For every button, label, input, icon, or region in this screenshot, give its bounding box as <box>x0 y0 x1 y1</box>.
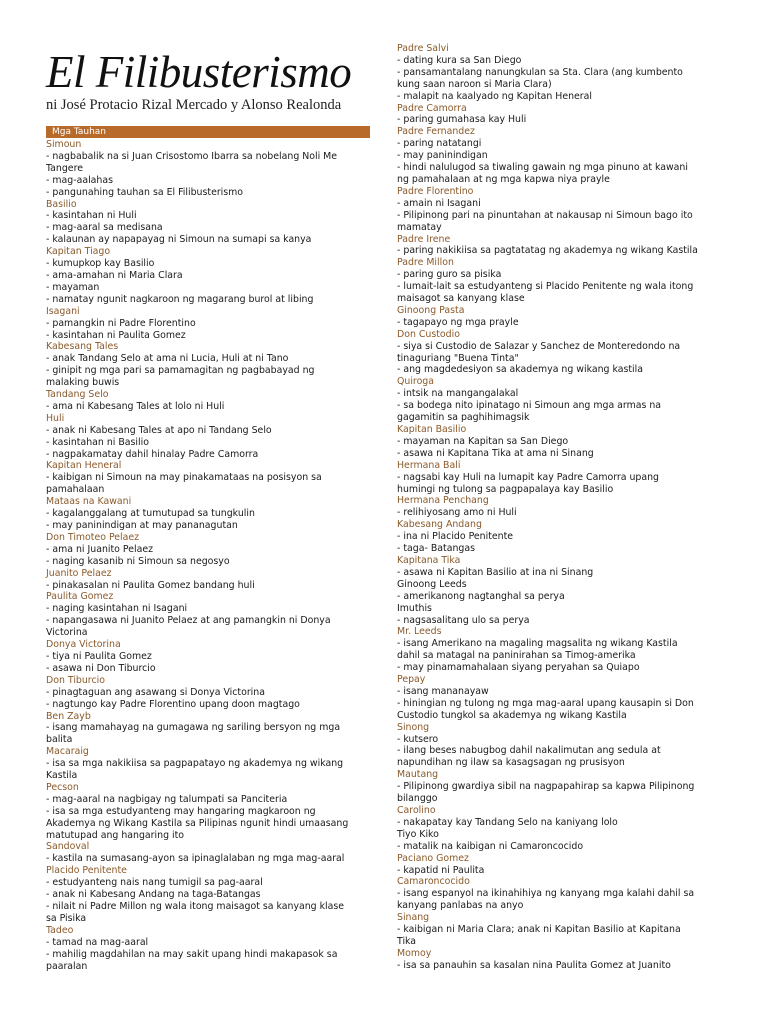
character-description-line: Tiyo Kiko <box>397 828 439 840</box>
character-description-line: paaralan <box>46 960 88 972</box>
character-description-line: ng pamahalaan at ng mga kapwa niya prayle <box>397 173 610 185</box>
document-title: El Filibusterismo <box>46 47 352 97</box>
character-entry <box>397 186 721 234</box>
character-description-line: - paring guro sa pisika <box>397 269 502 281</box>
character-description-line: Tangere <box>46 162 83 174</box>
character-description-line: - ama ni Juanito Pelaez <box>46 543 154 555</box>
character-description-line: tinaguriang "Buena Tinta" <box>397 352 519 364</box>
character-description-line: malaking buwis <box>46 377 120 389</box>
character-entry <box>46 389 370 413</box>
character-name: Isagani <box>46 305 80 317</box>
character-name: Placido Penitente <box>46 865 127 877</box>
character-description-line: - nagsasalitang ulo sa perya <box>397 614 530 626</box>
character-name: Mautang <box>397 769 439 781</box>
character-description-line: - ama-amahan ni Maria Clara <box>46 269 183 281</box>
character-description-line: - nagpakamatay dahil hinalay Padre Camorra <box>46 448 259 460</box>
character-entry <box>397 853 721 877</box>
character-description-line: - nilait ni Padre Millon ng wala itong maisagot sa kanyang klase <box>46 901 345 912</box>
character-description-line: - mayaman <box>46 281 100 293</box>
character-description-line: - pinakasalan ni Paulita Gomez bandang huli <box>46 579 255 591</box>
character-entry <box>397 376 721 424</box>
character-description-line: - pinagtaguan ang asawang si Donya Victorina <box>46 686 265 698</box>
character-description-line: - anak ni Kabesang Tales at apo ni Tandang Selo <box>46 424 272 436</box>
character-entry <box>46 925 370 973</box>
character-description-line: - taga- Batangas <box>397 543 475 555</box>
character-name: Don Custodio <box>397 328 460 340</box>
character-entry <box>397 722 721 770</box>
character-entry <box>46 568 370 592</box>
section-header-mga-tauhan: Mga Tauhan <box>46 126 370 138</box>
character-description-line: - kalaunan ay napapayag ni Simoun na sumapi sa kanya <box>46 234 312 246</box>
character-entry <box>397 769 721 805</box>
character-entry <box>46 841 370 865</box>
character-entry <box>397 495 721 519</box>
character-description-line: - may paninindigan at may pananagutan <box>46 520 238 531</box>
character-description-line: - anak ni Kabesang Andang na taga-Batangas <box>46 889 261 901</box>
character-description-line: - kagalanggalang at tumutupad sa tungkulin <box>46 508 255 520</box>
character-entry <box>397 805 721 853</box>
character-entry <box>397 948 721 972</box>
character-name: Don Tiburcio <box>46 674 105 686</box>
character-description-line: - amain ni Isagani <box>397 197 481 209</box>
character-entry <box>397 912 721 948</box>
character-name: Hermana Penchang <box>397 495 489 507</box>
character-description-line: - nagsabi kay Huli na lumapit kay Padre Camorra upang <box>397 471 660 483</box>
character-name: Padre Salvi <box>397 43 449 54</box>
character-name: Paulita Gomez <box>46 591 114 603</box>
character-entry <box>46 711 370 747</box>
character-name: Mr. Leeds <box>397 626 442 638</box>
character-description-line: - naging kasanib ni Simoun sa negosyo <box>46 555 230 567</box>
character-entry <box>46 865 370 925</box>
character-description-line: - mayaman na Kapitan sa San Diego <box>397 435 569 447</box>
character-description-line: Ginoong Leeds <box>397 578 467 590</box>
character-name: Paciano Gomez <box>397 852 469 864</box>
character-description-line: - sa bodega nito ipinatago ni Simoun ang mga armas na <box>397 400 662 412</box>
character-description-line: - may pinamamahalaan siyang peryahan sa Quiapo <box>397 662 640 674</box>
character-entry <box>46 782 370 842</box>
character-description-line: Akademya ng Wikang Kastila sa Pilipinas ngunit hindi umaasang <box>46 817 349 829</box>
character-description-line: - asawa ni Kapitana Tika at ama ni Sinang <box>397 447 594 459</box>
character-entry <box>397 234 721 258</box>
character-description-line: - isa sa mga estudyanteng may hangaring magkaroon ng <box>46 805 316 817</box>
character-name: Carolino <box>397 805 436 816</box>
character-description-line: - isang mananayaw <box>397 685 489 697</box>
character-description-line: matutupad ang hangaring ito <box>46 829 185 841</box>
character-name: Padre Irene <box>397 233 451 245</box>
character-description-line: - may paninindigan <box>397 150 488 162</box>
character-entry <box>397 329 721 377</box>
character-name: Macaraig <box>46 746 89 758</box>
character-description-line: - mag-aaral sa medisana <box>46 222 163 234</box>
character-name: Quiroga <box>397 376 435 388</box>
character-entry <box>397 460 721 496</box>
character-name: Ben Zayb <box>46 710 91 722</box>
character-entry <box>397 424 721 460</box>
character-description-line: - nagtungo kay Padre Florentino upang doon magtago <box>46 698 300 710</box>
character-description-line: - asawa ni Don Tiburcio <box>46 662 156 674</box>
character-name: Don Timoteo Pelaez <box>46 531 140 543</box>
character-description-line: Custodio tungkol sa akademya ng wikang Kastila <box>397 709 627 721</box>
character-entry <box>397 519 721 555</box>
character-description-line: napundihan ng ilaw sa kasagsagan ng prusisyon <box>397 757 625 769</box>
character-description-line: - tagapayo ng mga prayle <box>397 316 519 328</box>
character-entry <box>397 876 721 912</box>
character-name: Ginoong Pasta <box>397 304 465 316</box>
character-description-line: sa Pisika <box>46 912 87 924</box>
character-description-line: - namatay ngunit nagkaroon ng magarang burol at libing <box>46 293 314 305</box>
character-description-line: humingi ng tulong sa pagpapalaya kay Basilio <box>397 483 614 495</box>
character-name: Huli <box>46 412 65 424</box>
character-description-line: - pansamantalang nanungkulan sa Sta. Clara (ang kumbento <box>397 66 683 78</box>
character-description-line: - mahilig magdahilan na may sakit upang hindi makapasok sa <box>46 948 338 960</box>
character-name: Pecson <box>46 781 79 793</box>
character-description-line: - kaibigan ni Maria Clara; anak ni Kapitan Basilio at Kapitana <box>397 924 681 936</box>
character-entry <box>46 746 370 782</box>
character-description-line: - estudyanteng nais nang tumigil sa pag-aaral <box>46 877 263 889</box>
character-description-line: bilanggo <box>397 793 438 805</box>
character-description-line: - malapit na kaalyado ng Kapitan Heneral <box>397 90 593 102</box>
character-name: Kapitan Heneral <box>46 460 122 472</box>
character-entry <box>46 675 370 711</box>
character-description-line: - paring nakikiisa sa pagtatatag ng akademya ng wikang Kastila <box>397 245 698 257</box>
character-description-line: - kasintahan ni Paulita Gomez <box>46 329 186 341</box>
character-entry <box>397 43 721 103</box>
character-description-line: maisagot sa kanyang klase <box>397 293 525 305</box>
character-name: Juanito Pelaez <box>46 567 112 579</box>
character-description-line: dahil sa matagal na paninirahan sa Timog-amerika <box>397 650 636 662</box>
character-entry <box>46 139 370 199</box>
character-description-line: - kapatid ni Paulita <box>397 864 485 876</box>
character-description-line: - pamangkin ni Padre Florentino <box>46 317 196 329</box>
character-description-line: - amerikanong nagtanghal sa perya <box>397 590 565 602</box>
character-description-line: - kastila na sumasang-ayon sa ipinaglalaban ng mga mag-aaral <box>46 853 345 865</box>
character-entry <box>46 639 370 675</box>
character-description-line: - ang magdedesiyon sa akademya ng wikang kastila <box>397 364 643 376</box>
document-subtitle: ni José Protacio Rizal Mercado y Alonso Realonda <box>46 97 342 113</box>
character-description-line: - relihiyosang amo ni Huli <box>397 507 517 519</box>
character-description-line: Victorina <box>46 627 88 639</box>
character-description-line: - kasintahan ni Basilio <box>46 436 149 448</box>
character-name: Simoun <box>46 139 82 150</box>
character-description-line: - paring gumahasa kay Huli <box>397 114 527 126</box>
character-description-line: - kaibigan ni Simoun na may pinakamataas na posisyon sa <box>46 472 322 484</box>
character-description-line: - kumupkop kay Basilio <box>46 258 155 270</box>
character-description-line: - napangasawa ni Juanito Pelaez at ang pamangkin ni Donya <box>46 615 331 627</box>
character-name: Padre Florentino <box>397 185 474 197</box>
character-description-line: - hindi nalulugod sa tiwaling gawain ng mga pinuno at kawani <box>397 162 688 174</box>
character-name: Kabesang Andang <box>397 519 482 531</box>
character-entry <box>46 413 370 461</box>
character-description-line: - nagbabalik na si Juan Crisostomo Ibarra sa nobelang Noli Me <box>46 150 338 162</box>
character-description-line: - kutsero <box>397 733 439 745</box>
character-description-line: - asawa ni Kapitan Basilio at ina ni Sinang <box>397 566 594 578</box>
character-entry <box>397 257 721 305</box>
character-description-line: - Pilipinong gwardiya sibil na nagpapahirap sa kapwa Pilipinong <box>397 781 695 793</box>
character-description-line: - nakapatay kay Tandang Selo na kaniyang lolo <box>397 816 618 828</box>
character-description-line: - tamad na mag-aaral <box>46 936 149 948</box>
character-description-line: - kasintahan ni Huli <box>46 210 137 222</box>
character-name: Kapitan Basilio <box>397 424 467 435</box>
character-name: Hermana Bali <box>397 459 461 471</box>
character-entry <box>46 496 370 532</box>
character-description-line: - naging kasintahan ni Isagani <box>46 603 188 615</box>
character-description-line: - isang espanyol na ikinahihiya ng kanyang mga kalahi dahil sa <box>397 888 695 900</box>
character-entry <box>397 674 721 722</box>
right-column-characters <box>397 43 721 972</box>
character-description-line: - Pilipinong pari na pinuntahan at nakausap ni Simoun bago ito <box>397 209 693 221</box>
character-description-line: - matalik na kaibigan ni Camaroncocido <box>397 840 584 852</box>
character-name: Sinang <box>397 912 430 924</box>
character-name: Kapitan Tiago <box>46 246 111 258</box>
character-description-line: - isang Amerikano na magaling magsalita ng wikang Kastila <box>397 638 678 650</box>
character-description-line: - pangunahing tauhan sa El Filibusterismo <box>46 186 244 198</box>
character-description-line: - ama ni Kabesang Tales at lolo ni Huli <box>46 400 225 412</box>
character-entry <box>397 305 721 329</box>
character-name: Kapitana Tika <box>397 554 461 566</box>
character-description-line: - paring natatangi <box>397 138 482 150</box>
character-name: Tandang Selo <box>46 389 109 401</box>
character-name: Basilio <box>46 198 77 210</box>
character-description-line: - siya si Custodio de Salazar y Sanchez de Monteredondo na <box>397 340 681 352</box>
character-name: Mataas na Kawani <box>46 496 132 508</box>
character-description-line: - dating kura sa San Diego <box>397 54 522 66</box>
character-name: Momoy <box>397 947 432 959</box>
character-description-line: Kastila <box>46 770 78 782</box>
character-description-line: - isa sa mga nakikiisa sa pagpapatayo ng akademya ng wikang <box>46 758 344 770</box>
character-description-line: kung saan naroon si Maria Clara) <box>397 78 552 90</box>
character-description-line: - ginipit ng mga pari sa pamamagitan ng pagbabayad ng <box>46 365 315 377</box>
character-description-line: gagamitin sa paghihimagsik <box>397 412 530 424</box>
character-description-line: pamahalaan <box>46 484 105 496</box>
character-entry <box>46 199 370 247</box>
character-description-line: mamatay <box>397 221 442 233</box>
character-description-line: - ina ni Placido Penitente <box>397 531 514 543</box>
character-description-line: - hiningian ng tulong ng mga mag-aaral upang kausapin si Don <box>397 697 694 709</box>
character-description-line: - anak Tandang Selo at ama ni Lucia, Huli at ni Tano <box>46 353 289 365</box>
character-name: Pepay <box>397 674 426 686</box>
character-name: Padre Camorra <box>397 102 467 114</box>
character-name: Kabesang Tales <box>46 341 119 353</box>
character-description-line: - mag-aalahas <box>46 174 113 186</box>
character-entry <box>397 103 721 127</box>
character-description-line: - isa sa panauhin sa kasalan nina Paulita Gomez at Juanito <box>397 959 671 971</box>
character-entry <box>46 306 370 342</box>
left-column-characters <box>46 139 370 972</box>
character-entry <box>46 460 370 496</box>
character-entry <box>46 341 370 389</box>
character-description-line: - intsik na mangangalakal <box>397 388 519 400</box>
character-name: Padre Fernandez <box>397 126 475 138</box>
character-name: Camaroncocido <box>397 876 470 888</box>
character-entry <box>397 555 721 626</box>
character-entry <box>46 246 370 306</box>
character-name: Padre Millon <box>397 257 454 269</box>
character-description-line: - lumait-lait sa estudyanteng si Placido Penitente ng wala itong <box>397 281 694 293</box>
character-entry <box>397 626 721 674</box>
character-name: Donya Victorina <box>46 639 121 651</box>
character-entry <box>46 532 370 568</box>
character-description-line: Imuthis <box>397 602 432 614</box>
character-entry <box>397 126 721 186</box>
character-name: Sinong <box>397 721 430 733</box>
character-description-line: Tika <box>397 935 417 947</box>
character-description-line: - isang mamahayag na gumagawa ng sariling bersyon ng mga <box>46 722 341 734</box>
character-description-line: balita <box>46 734 73 746</box>
character-name: Tadeo <box>46 924 74 936</box>
character-description-line: - ilang beses nabugbog dahil nakalimutan ang sedula at <box>397 745 661 757</box>
character-description-line: kanyang panlabas na anyo <box>397 900 524 912</box>
character-description-line: - mag-aaral na nagbigay ng talumpati sa Panciteria <box>46 793 288 805</box>
character-description-line: - tiya ni Paulita Gomez <box>46 650 152 662</box>
character-entry <box>46 591 370 639</box>
character-name: Sandoval <box>46 841 90 853</box>
